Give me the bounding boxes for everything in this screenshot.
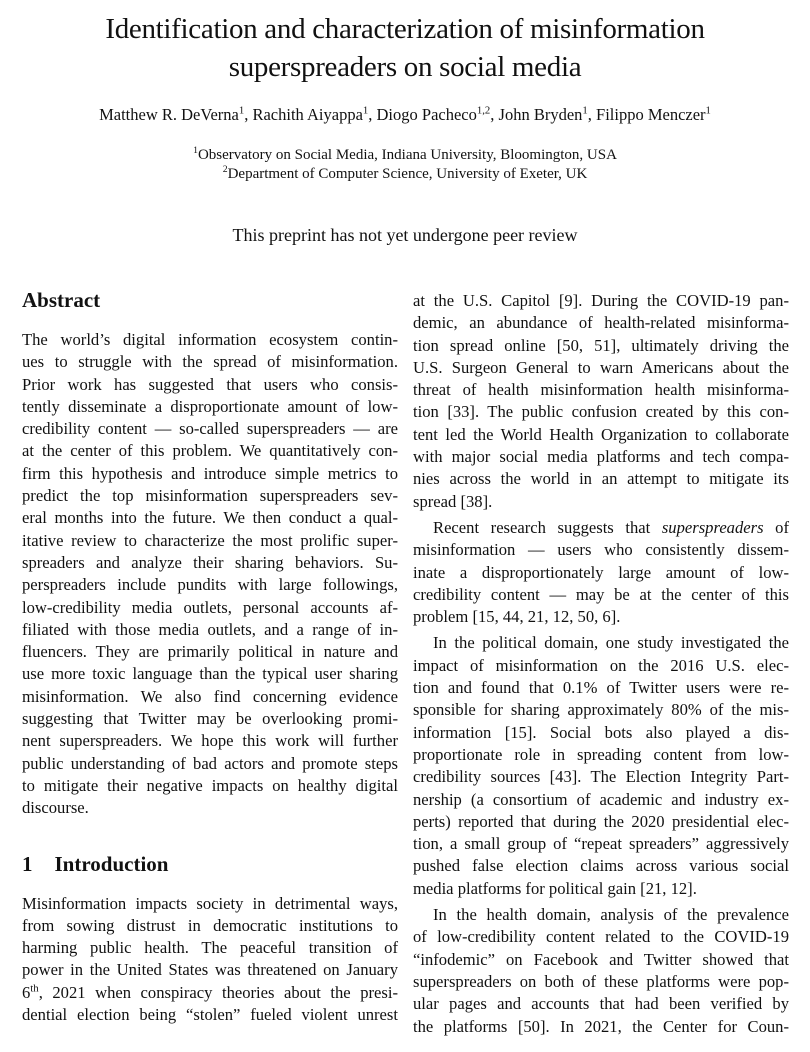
section-title: Introduction (54, 851, 169, 876)
author-affiliation-mark: 1 (582, 104, 588, 117)
text-line: ular pages and accounts that had been verified by (413, 994, 789, 1014)
text-line: eral months into the future. We then conduct a qual- (22, 508, 398, 528)
author-affiliation-mark: 1 (238, 104, 245, 117)
introduction-paragraph (413, 632, 789, 900)
affiliation-mark: 1 (193, 145, 198, 157)
author-affiliation-mark: 1,2 (476, 104, 491, 117)
text-line: use more toxic language than the typical user sharing (22, 664, 398, 684)
text-line: dential election being “stolen” fueled violent unrest (22, 1005, 398, 1025)
introduction-body-left (22, 893, 398, 982)
author-name: Rachith Aiyappa (252, 105, 363, 124)
introduction-paragraph (413, 290, 789, 513)
text-line: tently disseminate a disproportionate amount of low- (22, 396, 398, 416)
section-number: 1 (22, 851, 33, 876)
text-line: with major social media platforms and tech compa- (413, 447, 789, 467)
text-line: discourse. (22, 798, 89, 818)
text-line: sponsible for sharing approximately 80% of the mis- (413, 700, 789, 720)
text-line: credibility sources [43]. The Election Integrity Part- (413, 767, 789, 787)
text-line: credibility content — may be at the center of this (413, 584, 789, 604)
text-line: credibility content — so-called superspreaders — are (22, 419, 398, 439)
text-line: perts) reported that during the 2020 presidential elec- (413, 811, 789, 831)
author-name: John Bryden (498, 105, 583, 124)
text-line: spreaders and analyze their sharing behaviors. Su- (22, 552, 398, 572)
left-column (22, 287, 398, 1026)
text-line: from sowing distrust in democratic institutions to (22, 915, 398, 935)
author-name: Diogo Pacheco (376, 105, 477, 124)
text-line: misinformation. We also find concerning evidence (22, 686, 398, 706)
title-line: superspreaders on social media (228, 51, 582, 83)
text-line: suggesting that Twitter may be overlooking promi- (22, 709, 398, 729)
text-line: nent superspreaders. We hope this work will further (22, 731, 398, 751)
text-line: fluencers. They are primarily political in nature and (22, 642, 398, 662)
text-fragment: 6 (22, 982, 31, 1002)
text-line: threat of health misinformation health misinforma- (413, 380, 789, 400)
text-line: low-credibility media outlets, personal accounts af- (22, 597, 398, 617)
abstract-heading: Abstract (22, 288, 101, 312)
text-line: harming public health. The peaceful transition of (22, 938, 398, 958)
text-line: to mitigate their negative impacts on healthy digital (22, 775, 398, 795)
preprint-note: This preprint has not yet undergone peer review (232, 225, 578, 245)
text-line: firm this hypothesis and introduce simple metrics to (22, 463, 398, 483)
text-line: Prior work has suggested that users who consis- (22, 374, 398, 394)
paper-title (0, 10, 810, 86)
text-line: filiated with those media outlets, and a range of in- (22, 619, 398, 639)
text-line: nies across the world in an attempt to mitigate its (413, 469, 789, 489)
text-fragment: Recent research suggests that (433, 517, 662, 537)
text-line: tion and found that 0.1% of Twitter users were re- (413, 678, 789, 698)
author-name: Filippo Menczer (596, 105, 706, 124)
text-line: nership (a consortium of academic and industry ex- (413, 789, 789, 809)
text-line: superspreaders on both of these platforms were pop- (413, 971, 789, 991)
text-line: perspreaders include pundits with large followings, (22, 575, 398, 595)
text-line: inate a disproportionately large amount of low- (413, 562, 789, 582)
text-line: tion spread online [50, 51], ultimately driving the (413, 335, 789, 355)
text-line: pushed false election claims across various social (413, 856, 789, 876)
text-line: In the health domain, analysis of the prevalence (433, 905, 789, 925)
affiliation-text: Department of Computer Science, University of Exeter, UK (227, 166, 588, 182)
affiliation (0, 165, 810, 184)
right-column (413, 290, 789, 1038)
author-affiliation-mark: 1 (705, 104, 711, 117)
introduction-paragraph (413, 904, 789, 1038)
text-line: problem [15, 44, 21, 12, 50, 6]. (413, 607, 621, 627)
text-line: public understanding of bad actors and promote steps (22, 753, 398, 773)
text-line: itative review to characterize the most prolific super- (22, 530, 398, 550)
introduction-heading (22, 851, 398, 877)
text-line: information [15]. Social bots also played a dis- (413, 722, 789, 742)
text-line: spread [38]. (413, 491, 493, 511)
abstract-body (22, 329, 398, 820)
author-list: Matthew R. DeVerna$^1$, Rachith Aiyappa$^1$, Diogo Pacheco$^{1,2}$, John Bryden$^1$, Filippo Menczer$^1$ (99, 104, 711, 124)
text-line: at the center of this problem. We quantitatively con- (22, 441, 398, 461)
affiliation-text: Observatory on Social Media, Indiana University, Bloomington, USA (197, 147, 617, 163)
emphasized-term: superspreaders (661, 517, 764, 537)
text-line: “infodemic” on Facebook and Twitter showed that (413, 949, 789, 969)
text-line (413, 517, 789, 539)
text-line: of low-credibility content related to the COVID-19 (413, 927, 789, 947)
text-line (22, 982, 398, 1004)
text-line: at the U.S. Capitol [9]. During the COVID-19 pan- (413, 291, 789, 310)
text-line: In the political domain, one study investigated the (433, 633, 789, 653)
title-line: Identification and characterization of misinformation (105, 13, 705, 45)
text-line: misinformation — users who consistently dissem- (413, 540, 789, 560)
text-line: ues to struggle with the spread of misinformation. (22, 352, 398, 372)
text-line: tent led the World Health Organization to collaborate (413, 424, 789, 444)
text-line: proportionate role in spreading content from low- (413, 744, 789, 764)
text-line: tion, a small group of “repeat spreaders” aggressively (413, 834, 789, 854)
affiliation-mark: 2 (222, 164, 228, 176)
text-line: Misinformation impacts society in detrimental ways, (22, 893, 398, 913)
text-fragment: , 2021 when conspiracy theories about the presi- (38, 982, 398, 1002)
text-line: predict the top misinformation superspreaders sev- (22, 486, 398, 506)
text-line: the platforms [50]. In 2021, the Center for Coun- (413, 1016, 789, 1036)
text-line: The world’s digital information ecosystem contin- (22, 330, 398, 349)
text-line: demic, an abundance of health-related misinforma- (413, 313, 789, 333)
text-line: power in the United States was threatened on January (22, 960, 398, 980)
affiliation-list (0, 146, 810, 184)
author-affiliation-mark: 1 (362, 104, 369, 117)
introduction-paragraph (413, 539, 789, 628)
author-name: Matthew R. DeVerna (99, 105, 239, 124)
affiliation (0, 146, 810, 165)
text-line: media platforms for political gain [21, 12]. (413, 878, 697, 898)
text-line: impact of misinformation on the 2016 U.S. elec- (413, 655, 789, 675)
text-line: tion [33]. The public confusion created by this con- (413, 402, 789, 422)
text-fragment: of (763, 517, 789, 537)
text-line: U.S. Surgeon General to warn Americans about the (413, 357, 789, 377)
ordinal-suffix: th (30, 982, 39, 995)
